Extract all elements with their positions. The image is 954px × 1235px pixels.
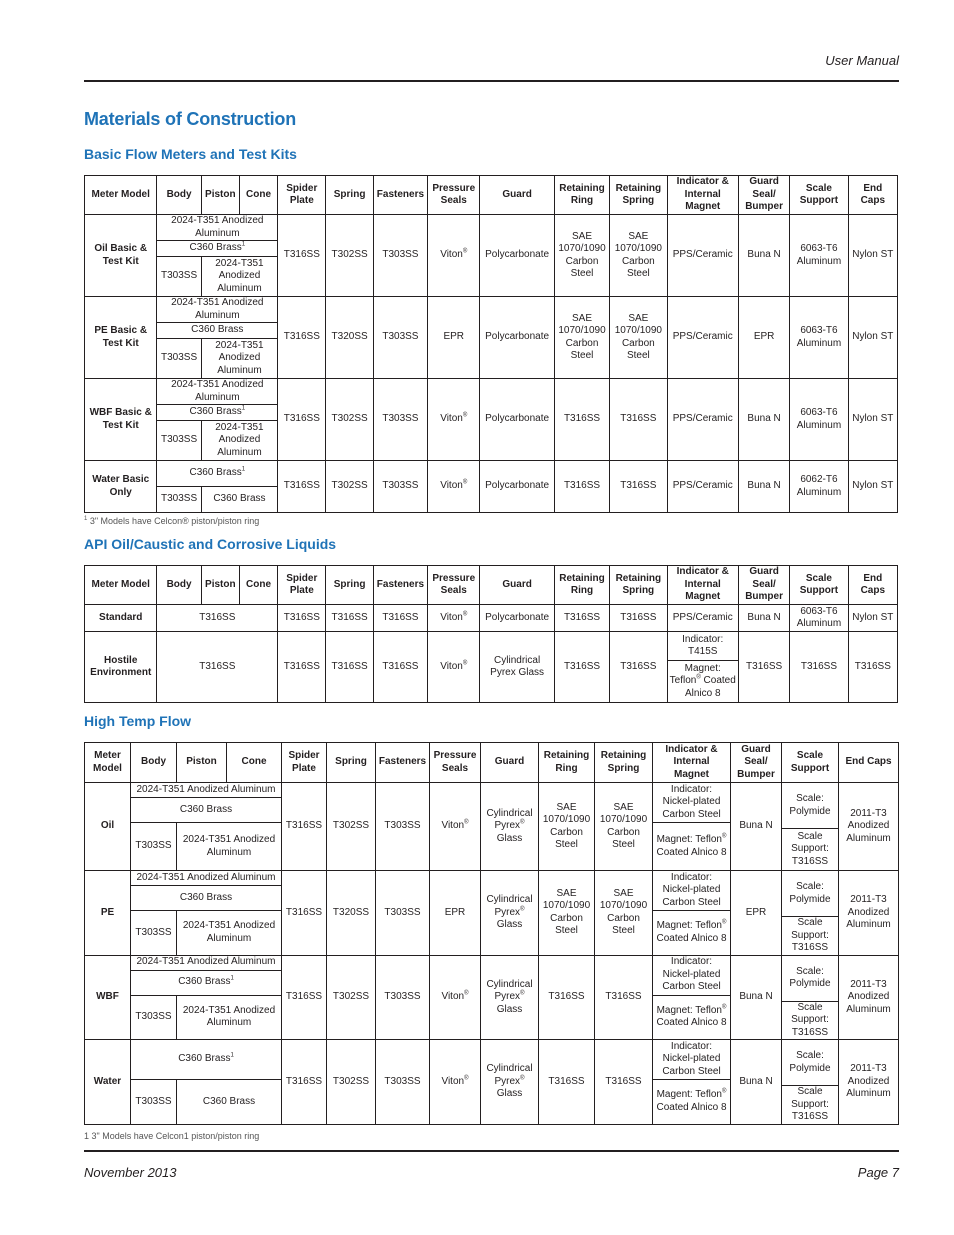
spider-cell: T316SS [278,632,326,703]
seals-text: Viton [441,820,465,832]
fasteners-cell: T303SS [373,461,427,513]
guard-cell [481,783,539,871]
guard-text: Cylindrical Pyrex [486,807,533,832]
trademark-sup: ® [722,919,727,926]
table-row [85,461,898,487]
piston-text: C360 Brass [178,1053,231,1065]
col-header: Spring [327,743,376,783]
magnet-text: Coated Alnico 8 [656,1101,727,1113]
caps-cell: T316SS [848,632,897,703]
table-row [85,1040,899,1080]
col-header: Spider Plate [278,566,326,605]
spring-cell: T302SS [327,1040,376,1125]
spring-cell: T316SS [326,632,373,703]
col-header: Indicator & Internal Magnet [667,176,738,215]
piston-cell [157,461,278,487]
cone-cell: 2024-T351 Anodized Aluminum [177,823,282,871]
trademark-sup: ® [696,674,701,681]
body-cell: T303SS [157,421,201,461]
magnet-cell [653,1080,731,1125]
magnet-text: Coated Alnico 8 [656,932,727,944]
caps-cell: 2011-T3 Anodized Aluminum [839,955,899,1040]
footnote-text: 3" Models have Celcon® piston/piston ring [87,516,260,526]
rspring-cell: T316SS [610,605,667,632]
ring-cell: T316SS [554,379,609,461]
footer-date: November 2013 [84,1165,177,1180]
body-cell: 2024-T351 Anodized Aluminum [131,955,282,970]
meter-model: WBF [85,955,131,1040]
spring-cell: T316SS [326,605,373,632]
spider-cell: T316SS [282,1040,327,1125]
section-title-basic: Basic Flow Meters and Test Kits [84,146,297,162]
body-cell: 2024-T351 Anodized Aluminum [131,871,282,886]
col-header: Pressure Seals [430,743,481,783]
col-header: Body [157,176,201,215]
indicator-cell: PPS/Ceramic [667,379,738,461]
fasteners-cell: T316SS [373,605,427,632]
spider-cell: T316SS [278,605,326,632]
ring-cell: SAE 1070/1090 Carbon Steel [554,215,609,297]
magnet-text: Magnet: Teflon [656,1004,722,1016]
col-header: Guard Seal/ Bumper [731,743,782,783]
body-cell: T303SS [131,823,177,871]
col-header: Cone [239,566,277,605]
cone-cell: 2024-T351 Anodized Aluminum [201,339,277,379]
indicator-cell: PPS/Ceramic [667,297,738,379]
basic-table [84,175,898,513]
meter-model: Hostile Environment [85,632,157,703]
fasteners-cell: T303SS [376,871,430,956]
magnet-text: Coated Alnico 8 [684,675,736,699]
guard-text: Glass [496,919,523,930]
seals-text: Viton [440,660,463,672]
col-header: Cone [239,176,277,215]
fasteners-cell: T303SS [376,955,430,1040]
seals-text: Viton [441,1075,465,1087]
piston-text: C360 Brass [189,406,242,418]
trademark-sup: ® [464,990,469,997]
caps-cell: Nylon ST [848,215,897,297]
seals-cell [428,379,480,461]
body-cell: T303SS [157,487,201,513]
meter-model: WBF Basic & Test Kit [85,379,157,461]
spider-cell: T316SS [282,955,327,1040]
body-cell: T303SS [157,339,201,379]
guard-cell: Polycarbonate [480,379,554,461]
indicator-cell: Indicator: Nickel-plated Carbon Steel [653,871,731,911]
scale-cell: Scale: Polymide [782,783,839,829]
meter-model: PE Basic & Test Kit [85,297,157,379]
trademark-sup: ® [520,819,525,826]
body-cell: 2024-T351 Anodized Aluminum [157,379,278,405]
ring-cell: T316SS [539,1040,595,1125]
guard-cell: Polycarbonate [480,605,554,632]
meter-model: PE [85,871,131,956]
header-rule [84,80,899,82]
spring-cell: T320SS [327,871,376,956]
body-cell: T303SS [131,995,177,1040]
spider-cell: T316SS [278,379,326,461]
col-header: Meter Model [85,743,131,783]
body-cell: T316SS [157,605,278,632]
guard-cell: Polycarbonate [480,215,554,297]
bumper-cell: Buna N [738,215,789,297]
indicator-cell: PPS/Ceramic [667,605,738,632]
table-row [85,379,898,405]
guard-text: Cylindrical Pyrex [486,978,533,1002]
scale-cell: Scale: Polymide [782,1040,839,1086]
seals-cell [428,632,480,703]
bumper-cell: Buna N [731,783,782,871]
piston-text: C360 Brass [189,242,242,254]
section-title-hightemp: High Temp Flow [84,713,192,729]
seals-cell [430,955,481,1040]
seals-text: Viton [440,249,463,261]
api-table [84,565,898,703]
footnote-sup: 1 [230,1052,234,1059]
trademark-sup: ® [462,611,468,618]
fasteners-cell: T303SS [376,1040,430,1125]
trademark-sup: ® [464,1075,469,1082]
body-cell: 2024-T351 Anodized Aluminum [157,297,278,323]
trademark-sup: ® [464,819,469,826]
guard-text: Cylindrical Pyrex [486,894,533,918]
bumper-cell: T316SS [738,632,789,703]
magnet-cell [653,995,731,1040]
piston-text: C360 Brass [189,467,242,479]
bumper-cell: Buna N [738,605,789,632]
scale-cell: 6063-T6 Aluminum [790,605,848,632]
rspring-cell: T316SS [610,379,667,461]
rspring-cell: T316SS [595,955,653,1040]
body-cell: 2024-T351 Anodized Aluminum [157,215,278,241]
spring-cell: T302SS [326,461,373,513]
bumper-cell: Buna N [731,955,782,1040]
caps-cell: Nylon ST [848,379,897,461]
spider-cell: T316SS [278,215,326,297]
fasteners-cell: T303SS [376,783,430,871]
trademark-sup: ® [462,660,468,667]
scale-cell: 6063-T6 Aluminum [790,297,848,379]
col-header: Piston [201,566,239,605]
footer-page-number: Page 7 [857,1165,899,1180]
indicator-cell: Indicator: T415S [667,632,738,661]
hightemp-table [84,742,899,1125]
col-header: Retaining Spring [595,743,653,783]
cone-cell: 2024-T351 Anodized Aluminum [177,911,282,956]
col-header: Cone [227,743,282,783]
table-row [85,632,898,661]
spider-cell: T316SS [282,871,327,956]
col-header: Spring [326,566,373,605]
spider-cell: T316SS [278,297,326,379]
magnet-text: Coated Alnico 8 [656,1017,727,1029]
caps-cell: 2011-T3 Anodized Aluminum [839,783,899,871]
table-row [85,871,899,886]
table-row [85,297,898,323]
guard-cell: Cylindrical Pyrex Glass [480,632,554,703]
ring-cell: T316SS [554,605,609,632]
scale-support-cell: Scale Support: T316SS [782,917,839,956]
col-header: Scale Support [790,566,848,605]
seals-text: Viton [441,991,465,1002]
col-header: Retaining Ring [554,566,609,605]
footnote-sup: 1 [241,466,246,473]
magnet-text: Coated Alnico 8 [656,846,727,858]
piston-cell: C360 Brass [157,323,278,339]
ring-cell: SAE 1070/1090 Carbon Steel [539,783,595,871]
bumper-cell: Buna N [738,461,789,513]
spring-cell: T320SS [326,297,373,379]
ring-cell: SAE 1070/1090 Carbon Steel [539,871,595,956]
guard-cell [481,871,539,956]
guard-cell: Polycarbonate [480,461,554,513]
guard-text: Glass [496,1003,523,1015]
col-header: Meter Model [85,176,157,215]
fasteners-cell: T303SS [373,215,427,297]
caps-cell: Nylon ST [848,605,897,632]
trademark-sup: ® [520,906,525,913]
body-cell: T316SS [157,632,278,703]
cone-cell: 2024-T351 Anodized Aluminum [201,421,277,461]
bumper-cell: EPR [731,871,782,956]
page-title: Materials of Construction [84,109,297,129]
col-header: Retaining Spring [610,566,667,605]
col-header: Fasteners [376,743,430,783]
magnet-cell [667,661,738,703]
spider-cell: T316SS [278,461,326,513]
guard-cell: Polycarbonate [480,297,554,379]
seals-cell [430,1040,481,1125]
footnote-sup: 1 [230,975,234,982]
seals-cell: EPR [428,297,480,379]
col-header: Meter Model [85,566,157,605]
rspring-cell: SAE 1070/1090 Carbon Steel [595,871,653,956]
spring-cell: T302SS [327,783,376,871]
seals-cell [428,605,480,632]
col-header: End Caps [848,176,897,215]
meter-model: Water [85,1040,131,1125]
ring-cell: SAE 1070/1090 Carbon Steel [554,297,609,379]
rspring-cell: T316SS [610,461,667,513]
indicator-cell: Indicator: Nickel-plated Carbon Steel [653,783,731,823]
body-cell: T303SS [131,1080,177,1125]
trademark-sup: ® [722,1088,727,1095]
col-header: Indicator & Internal Magnet [653,743,731,783]
meter-model: Oil Basic & Test Kit [85,215,157,297]
guard-cell [481,1040,539,1125]
spring-cell: T302SS [326,215,373,297]
body-cell: T303SS [157,257,201,297]
trademark-sup: ® [722,1004,727,1011]
trademark-sup: ® [520,1075,525,1082]
ring-cell: T316SS [539,955,595,1040]
trademark-sup: ® [462,479,468,486]
cone-cell: 2024-T351 Anodized Aluminum [177,995,282,1040]
guard-text: Glass [496,832,523,844]
footnote-sup: 1 [241,405,246,412]
table-row [85,783,899,798]
col-header: Spring [326,176,373,215]
col-header: Spider Plate [282,743,327,783]
col-header: Guard Seal/ Bumper [738,176,789,215]
cone-cell: C360 Brass [177,1080,282,1125]
ring-cell: T316SS [554,461,609,513]
seals-text: Viton [440,480,463,492]
caps-cell: 2011-T3 Anodized Aluminum [839,871,899,956]
col-header: Scale Support [790,176,848,215]
guard-text: Cylindrical Pyrex [486,1063,533,1087]
guard-text: Glass [496,1088,523,1099]
col-header: Piston [201,176,239,215]
guard-cell [481,955,539,1040]
trademark-sup: ® [722,833,727,840]
magnet-text: Magnet: Teflon [656,920,722,932]
header-row [85,176,898,215]
spring-cell: T302SS [326,379,373,461]
footnote-hightemp: 1 3" Models have Celcon1 piston/piston ring [84,1131,260,1141]
indicator-cell: Indicator: Nickel-plated Carbon Steel [653,955,731,995]
section-title-api: API Oil/Caustic and Corrosive Liquids [84,536,337,552]
footer-rule [84,1150,899,1152]
col-header: Body [131,743,177,783]
indicator-cell: PPS/Ceramic [667,461,738,513]
caps-cell: Nylon ST [848,461,897,513]
seals-cell [430,783,481,871]
rspring-cell: T316SS [610,632,667,703]
magnet-text: Magnet: Teflon [656,834,722,845]
header-title: User Manual [825,53,899,68]
col-header: Retaining Ring [554,176,609,215]
magnet-cell [653,911,731,956]
col-header: Retaining Spring [610,176,667,215]
col-header: End Caps [839,743,899,783]
fasteners-cell: T316SS [373,632,427,703]
seals-cell [428,215,480,297]
indicator-cell: PPS/Ceramic [667,215,738,297]
col-header: Scale Support [782,743,839,783]
col-header: End Caps [848,566,897,605]
footnote-basic [84,516,259,526]
col-header: Guard [480,566,554,605]
header-row [85,743,899,783]
rspring-cell: SAE 1070/1090 Carbon Steel [610,215,667,297]
col-header: Indicator & Internal Magnet [667,566,738,605]
col-header: Piston [177,743,227,783]
table-row [85,955,899,970]
scale-cell: 6063-T6 Aluminum [790,215,848,297]
footnote-sup: 1 [241,241,246,248]
seals-cell [428,461,480,513]
piston-cell [131,1040,282,1080]
piston-cell [157,241,278,257]
table-row [85,605,898,632]
magnet-text: Magnet: Teflon [669,662,721,687]
fasteners-cell: T303SS [373,379,427,461]
col-header: Pressure Seals [428,566,480,605]
col-header: Retaining Ring [539,743,595,783]
piston-cell [157,405,278,421]
scale-cell: Scale: Polymide [782,955,839,1001]
col-header: Pressure Seals [428,176,480,215]
scale-support-cell: Scale Support: T316SS [782,1086,839,1125]
spider-cell: T316SS [282,783,327,871]
scale-support-cell: Scale Support: T316SS [782,1001,839,1040]
seals-text: Viton [440,413,463,425]
rspring-cell: SAE 1070/1090 Carbon Steel [595,783,653,871]
caps-cell: Nylon ST [848,297,897,379]
piston-cell: C360 Brass [131,798,282,823]
scale-cell: 6063-T6 Aluminum [790,379,848,461]
col-header: Spider Plate [278,176,326,215]
scale-support-cell: Scale Support: T316SS [782,829,839,871]
col-header: Guard Seal/ Bumper [738,566,789,605]
piston-text: C360 Brass [178,976,231,988]
footnote-marker: 1 [84,516,88,522]
col-header: Guard [481,743,539,783]
body-cell: 2024-T351 Anodized Aluminum [131,783,282,798]
meter-model: Water Basic Only [85,461,157,513]
bumper-cell: Buna N [738,379,789,461]
trademark-sup: ® [520,990,525,997]
magnet-cell [653,823,731,871]
meter-model: Standard [85,605,157,632]
cone-cell: C360 Brass [201,487,277,513]
fasteners-cell: T303SS [373,297,427,379]
body-cell: T303SS [131,911,177,956]
table-row [85,215,898,241]
magnet-text: Magent: Teflon [656,1089,722,1101]
trademark-sup: ® [462,412,468,419]
rspring-cell: T316SS [595,1040,653,1125]
meter-model: Oil [85,783,131,871]
header-row [85,566,898,605]
indicator-cell: Indicator: Nickel-plated Carbon Steel [653,1040,731,1080]
piston-cell [131,970,282,995]
scale-cell: T316SS [790,632,848,703]
caps-cell: 2011-T3 Anodized Aluminum [839,1040,899,1125]
col-header: Body [157,566,201,605]
scale-cell: 6062-T6 Aluminum [790,461,848,513]
bumper-cell: Buna N [731,1040,782,1125]
scale-cell: Scale: Polymide [782,871,839,917]
spring-cell: T302SS [327,955,376,1040]
rspring-cell: SAE 1070/1090 Carbon Steel [610,297,667,379]
seals-text: Viton [440,611,463,623]
seals-cell: EPR [430,871,481,956]
trademark-sup: ® [462,248,468,255]
cone-cell: 2024-T351 Anodized Aluminum [201,257,277,297]
ring-cell: T316SS [554,632,609,703]
bumper-cell: EPR [738,297,789,379]
col-header: Fasteners [373,566,427,605]
piston-cell: C360 Brass [131,886,282,911]
col-header: Fasteners [373,176,427,215]
col-header: Guard [480,176,554,215]
